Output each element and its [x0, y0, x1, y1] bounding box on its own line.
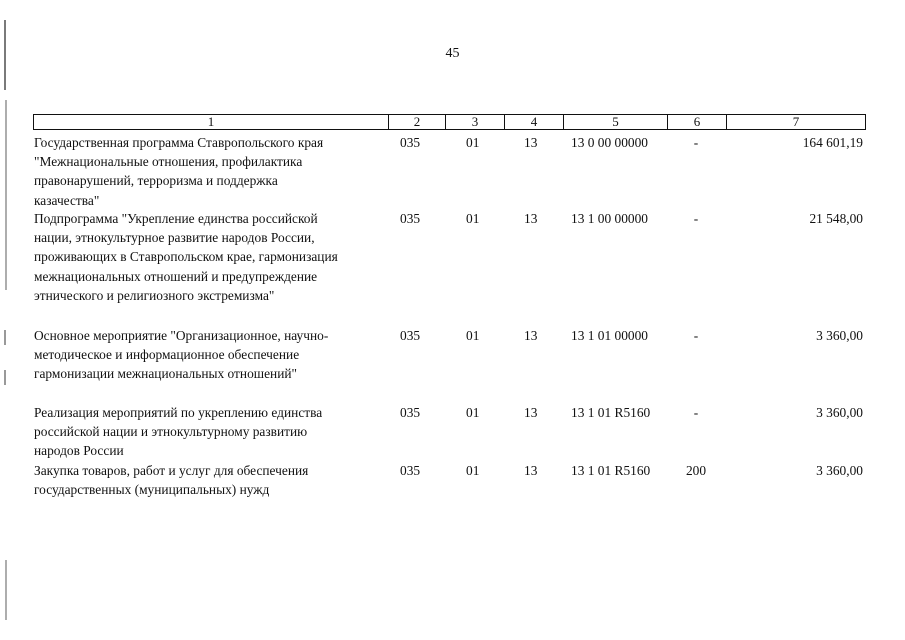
row-col-6: 200 — [685, 463, 707, 478]
row-name-line: этнического и религиозного экстремизма" — [34, 287, 275, 303]
row-col-7: 3 360,00 — [816, 463, 863, 478]
row-col-2: 035 — [400, 405, 421, 420]
row-name-line: Государственная программа Ставропольского края — [34, 135, 324, 150]
table-header-cell: 4 — [504, 115, 563, 129]
row-col-3: 01 — [466, 211, 480, 226]
row-col-2: 035 — [400, 211, 421, 226]
row-col-7: 21 548,00 — [809, 211, 863, 226]
row-col-7: 3 360,00 — [816, 328, 863, 343]
row-col-3: 01 — [466, 135, 480, 150]
row-col-6: - — [693, 135, 699, 150]
row-name — [34, 326, 379, 384]
row-col-5: 13 0 00 00000 — [571, 135, 648, 150]
page-number: 45 — [445, 46, 460, 61]
table-header-cell: 7 — [726, 115, 865, 129]
row-name-line: методическое и информационное обеспечение — [34, 347, 300, 363]
row-col-3: 01 — [466, 328, 480, 343]
row-col-3: 01 — [466, 463, 480, 478]
table-header-cell: 6 — [667, 115, 726, 129]
row-name-line: Закупка товаров, работ и услуг для обеспечения — [34, 463, 309, 478]
row-name-line: Реализация мероприятий по укреплению единства — [34, 405, 323, 420]
row-col-7: 164 601,19 — [802, 135, 863, 150]
row-col-7: 3 360,00 — [816, 405, 863, 420]
row-name — [34, 403, 379, 461]
row-col-4: 13 — [524, 211, 538, 226]
row-col-4: 13 — [524, 405, 538, 420]
table-header-cell: 2 — [388, 115, 445, 129]
row-name-line: российской нации и этнокультурному развитию — [34, 424, 308, 440]
row-name-line: Основное мероприятие "Организационное, научно- — [34, 328, 329, 343]
row-col-6: - — [693, 211, 699, 226]
row-name-line: нации, этнокультурное развитие народов России, — [34, 230, 315, 246]
table-header-cell: 3 — [445, 115, 504, 129]
row-col-6: - — [693, 405, 699, 420]
row-name-line: государственных (муниципальных) нужд — [34, 482, 270, 498]
row-name-line: правонарушений, терроризма и поддержка — [34, 173, 278, 189]
row-col-5: 13 1 01 R5160 — [571, 463, 651, 478]
row-name — [34, 461, 379, 499]
row-col-4: 13 — [524, 463, 538, 478]
row-name-line: межнациональных отношений и предупреждение — [34, 268, 318, 284]
row-col-5: 13 1 00 00000 — [571, 211, 648, 226]
row-name-line: проживающих в Ставропольском крае, гармонизация — [34, 249, 338, 265]
row-col-4: 13 — [524, 328, 538, 343]
row-col-6: - — [693, 328, 699, 343]
row-col-2: 035 — [400, 463, 421, 478]
row-col-3: 01 — [466, 405, 480, 420]
table-header-cell: 1 — [207, 114, 215, 129]
row-col-5: 13 1 01 R5160 — [571, 405, 651, 420]
row-name-line: гармонизации межнациональных отношений" — [34, 366, 297, 382]
table-header-cell: 5 — [563, 115, 667, 129]
row-name-line: народов России — [34, 443, 124, 459]
row-name — [34, 209, 379, 305]
row-col-2: 035 — [400, 135, 421, 150]
row-col-2: 035 — [400, 328, 421, 343]
row-name-line: Подпрограмма "Укрепление единства российской — [34, 211, 318, 226]
row-col-4: 13 — [524, 135, 538, 150]
row-col-5: 13 1 01 00000 — [571, 328, 648, 343]
row-name-line: "Межнациональные отношения, профилактика — [34, 154, 303, 170]
table-header-row — [33, 114, 866, 130]
row-name — [34, 133, 379, 210]
row-name-line: казачества" — [34, 192, 100, 208]
